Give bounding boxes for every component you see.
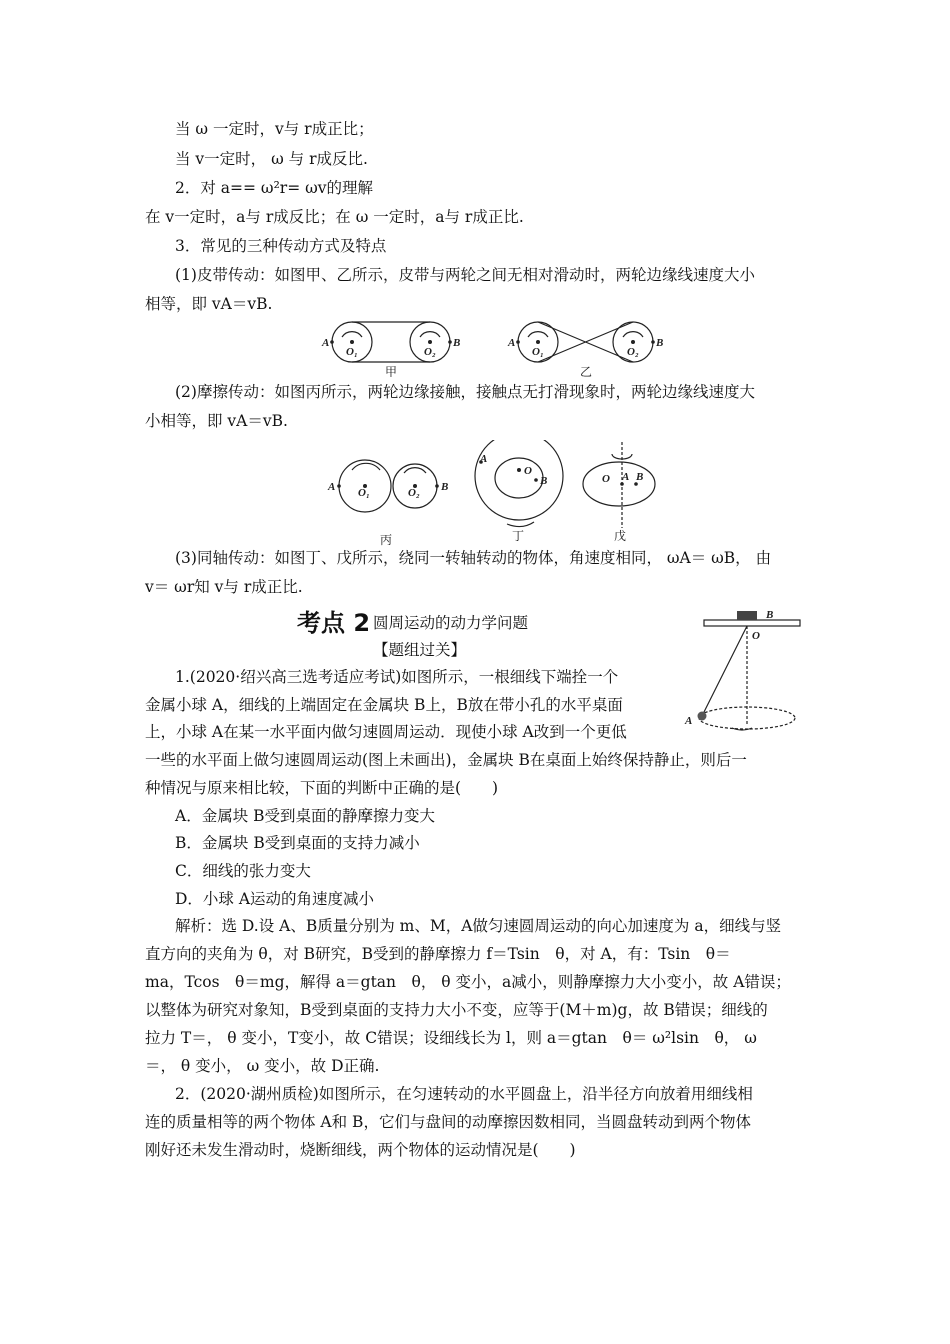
text-line: (3)同轴传动：如图丁、戊所示，绕同一转轴转动的物体，角速度相同， ωA＝ ωB， 由 <box>175 549 772 567</box>
text-line: 刚好还未发生滑动时，烧断细线，两个物体的运动情况是( ) <box>145 1141 576 1159</box>
label-b: B <box>441 481 449 493</box>
label-b: B <box>766 609 774 621</box>
label-a: A <box>328 481 336 493</box>
section-subheading: 【题组过关】 <box>373 641 467 659</box>
text-line: 种情况与原来相比较，下面的判断中正确的是( ) <box>145 779 499 797</box>
label-o2: O₂ <box>408 487 420 499</box>
text-line: 小相等，即 vA＝vB. <box>145 412 288 430</box>
friction-coaxial-figure <box>322 440 667 548</box>
label-o1: O₁ <box>346 346 358 358</box>
option-a: A．金属块 B受到桌面的静摩擦力变大 <box>175 807 436 825</box>
label-a: A <box>685 715 693 727</box>
label-wu: 戊 <box>614 529 627 543</box>
text-line: 当 ω 一定时，v与 r成正比； <box>175 120 374 138</box>
option-b: B．金属块 B受到桌面的支持力减小 <box>175 834 420 852</box>
text-line: 3．常见的三种传动方式及特点 <box>175 237 387 255</box>
label-o2: O₂ <box>627 346 639 358</box>
text-line: 2．对 a== ω²r= ωv的理解 <box>175 179 374 197</box>
label-o1: O₁ <box>532 346 544 358</box>
text-line: 解析：选 D.设 A、B质量分别为 m、M，A做匀速圆周运动的向心加速度为 a，细线与竖 <box>175 917 782 935</box>
text-line: 直方向的夹角为 θ，对 B研究，B受到的静摩擦力 f＝Tsin θ，对 A，有：Tsin θ＝ <box>145 945 731 963</box>
text-line: (2)摩擦传动：如图丙所示，两轮边缘接触，接触点无打滑现象时，两轮边缘线速度大 <box>175 383 755 401</box>
label-o: O <box>524 465 532 477</box>
conical-pendulum-figure <box>682 606 807 736</box>
label-o2: O₂ <box>424 346 436 358</box>
option-c: C．细线的张力变大 <box>175 862 311 880</box>
label-bing: 丙 <box>380 533 393 547</box>
label-a: A <box>322 337 330 349</box>
text-line: 相等，即 vA＝vB. <box>145 295 273 313</box>
text-line: 在 v一定时，a与 r成反比；在 ω 一定时，a与 r成正比. <box>145 208 524 226</box>
label-a: A <box>622 471 630 483</box>
text-line: 以整体为研究对象知，B受到桌面的支持力大小不变，应等于(M＋m)g，故 B错误；细线的 <box>145 1001 768 1019</box>
text-line: 2．(2020·湖州质检)如图所示，在匀速转动的水平圆盘上，沿半径方向放着用细线相 <box>175 1085 753 1103</box>
label-ding: 丁 <box>512 529 525 543</box>
text-line: 拉力 T＝， θ 变小，T变小，故 C错误；设细线长为 l，则 a＝gtan θ＝ ω²lsin θ， ω <box>145 1029 757 1047</box>
belt-drive-figure <box>318 315 663 377</box>
label-b: B <box>540 475 548 487</box>
text-line: v＝ ωr知 v与 r成正比. <box>145 578 303 596</box>
section-number: 考点 2 <box>297 609 371 637</box>
label-jia: 甲 <box>385 365 398 377</box>
text-line: 上，小球 A在某一水平面内做匀速圆周运动．现使小球 A改到一个更低 <box>145 723 627 741</box>
label-o1: O₁ <box>358 487 370 499</box>
section-title: 圆周运动的动力学问题 <box>373 614 529 632</box>
text-line: 连的质量相等的两个物体 A和 B，它们与盘间的动摩擦因数相同，当圆盘转动到两个物体 <box>145 1113 751 1131</box>
text-line: ＝， θ 变小， ω 变小，故 D正确. <box>145 1057 380 1075</box>
text-line: (1)皮带传动：如图甲、乙所示，皮带与两轮之间无相对滑动时，两轮边缘线速度大小 <box>175 266 755 284</box>
text-line: ma，Tcos θ＝mg，解得 a＝gtan θ， θ 变小，a减小，则静摩擦力大小变小，故 A错误； <box>145 973 791 991</box>
option-d: D．小球 A运动的角速度减小 <box>175 890 375 908</box>
text-line: 金属小球 A，细线的上端固定在金属块 B上，B放在带小孔的水平桌面 <box>145 696 623 714</box>
text-line: 一些的水平面上做匀速圆周运动(图上未画出)，金属块 B在桌面上始终保持静止，则后一 <box>145 751 747 769</box>
label-yi: 乙 <box>580 365 593 377</box>
text-line: 1.(2020·绍兴高三选考适应考试)如图所示，一根细线下端拴一个 <box>175 668 619 686</box>
label-a: A <box>480 453 488 465</box>
label-o: O <box>752 630 760 642</box>
label-b: B <box>453 337 461 349</box>
label-o: O <box>602 473 610 485</box>
label-a: A <box>508 337 516 349</box>
text-line: 当 v一定时， ω 与 r成反比. <box>175 150 368 168</box>
label-b: B <box>656 337 663 349</box>
label-b: B <box>636 471 644 483</box>
